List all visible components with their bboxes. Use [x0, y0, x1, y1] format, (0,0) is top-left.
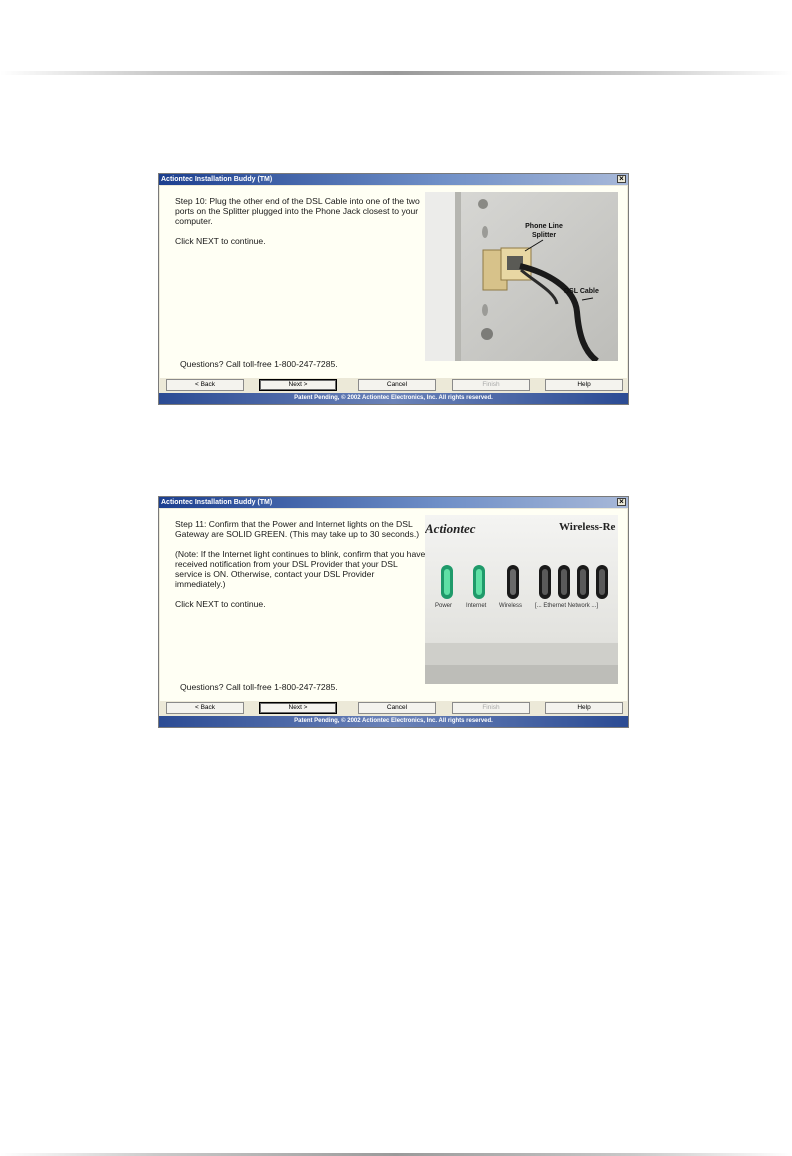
wizard-button-bar — [160, 701, 627, 715]
dialog-content — [160, 186, 627, 378]
actiontec-logo: Actiontec — [425, 521, 476, 536]
power-light-label: Power — [435, 603, 453, 609]
finish-button: Finish — [452, 702, 530, 714]
wireless-light-label: Wireless — [499, 603, 523, 609]
window-title: Actiontec Installation Buddy (TM) — [161, 176, 273, 183]
dsl-cable-label: DSL Cable — [564, 288, 599, 295]
instruction-paragraph: Step 10: Plug the other end of the DSL Cable into one of the two ports on the Splitter plugged into the Phone Jack closest to your computer. — [175, 196, 420, 226]
top-rule — [0, 71, 792, 75]
support-phone-text: Questions? Call toll-free 1-800-247-7285. — [180, 359, 338, 369]
window-title: Actiontec Installation Buddy (TM) — [161, 499, 273, 506]
help-button[interactable]: Help — [545, 702, 623, 714]
title-bar — [159, 497, 628, 508]
phone-line-splitter-label: Phone Line Splitter — [525, 223, 563, 239]
wizard-button-bar — [160, 378, 627, 392]
instruction-text — [175, 519, 427, 619]
instruction-paragraph: Click NEXT to continue. — [175, 236, 266, 246]
finish-button: Finish — [452, 379, 530, 391]
copyright-footer: Patent Pending, © 2002 Actiontec Electronics, Inc. All rights reserved. — [159, 393, 628, 404]
cancel-button[interactable]: Cancel — [358, 702, 436, 714]
close-button[interactable]: × — [617, 498, 626, 506]
back-button[interactable]: < Back — [166, 702, 244, 714]
instruction-text — [175, 196, 427, 256]
cancel-button[interactable]: Cancel — [358, 379, 436, 391]
support-phone-text: Questions? Call toll-free 1-800-247-7285. — [180, 682, 338, 692]
instruction-paragraph: (Note: If the Internet light continues to blink, confirm that you have received notification from your DSL Provider that your DSL service is ON. Otherwise, contact your DSL Provider immediately.) — [175, 549, 426, 589]
model-name-text: Wireless-Re — [559, 521, 616, 533]
close-button[interactable]: × — [617, 175, 626, 183]
instruction-paragraph: Step 11: Confirm that the Power and Internet lights on the DSL Gateway are SOLID GREEN. (This may take up to 30 seconds.) — [175, 519, 420, 539]
ethernet-network-label: [... Ethernet Network ...] — [535, 603, 599, 609]
splitter-photo — [425, 192, 618, 361]
installation-buddy-dialog-step-11 — [158, 496, 629, 728]
copyright-footer: Patent Pending, © 2002 Actiontec Electronics, Inc. All rights reserved. — [159, 716, 628, 727]
title-bar — [159, 174, 628, 185]
internet-light-label: Internet — [466, 603, 487, 609]
next-button[interactable]: Next > — [259, 379, 337, 391]
back-button[interactable]: < Back — [166, 379, 244, 391]
dialog-content — [160, 509, 627, 701]
installation-buddy-dialog-step-10 — [158, 173, 629, 405]
gateway-lights-photo — [425, 515, 618, 684]
next-button[interactable]: Next > — [259, 702, 337, 714]
instruction-paragraph: Click NEXT to continue. — [175, 599, 266, 609]
help-button[interactable]: Help — [545, 379, 623, 391]
